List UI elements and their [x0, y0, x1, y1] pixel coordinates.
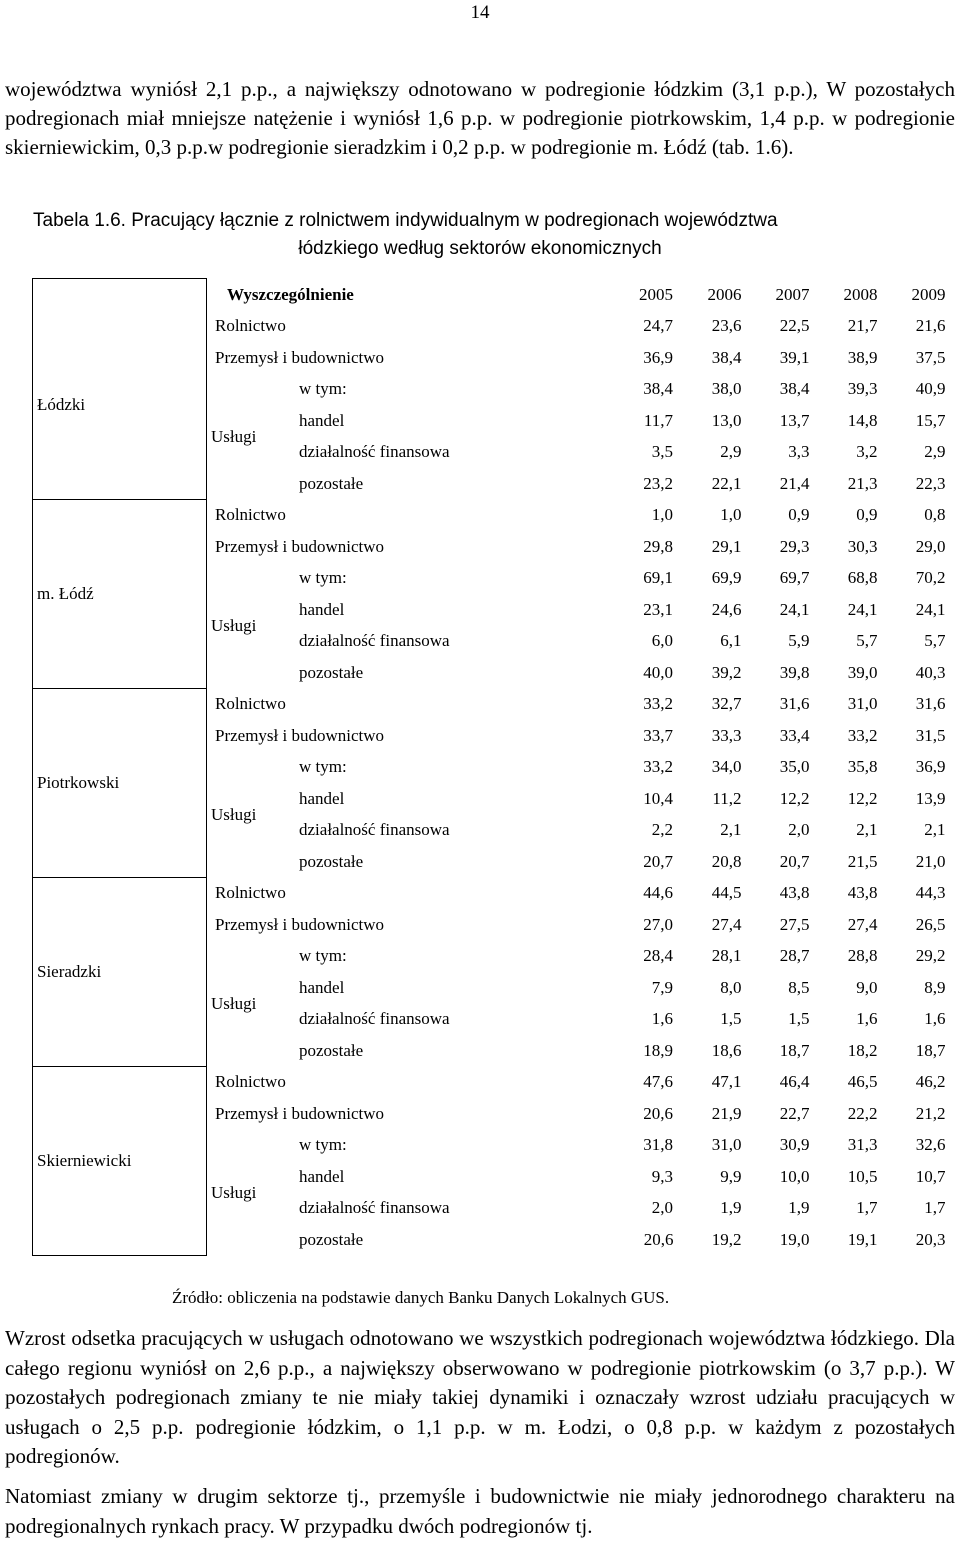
value-cell: 6,0 — [651, 631, 673, 651]
row-sublabel: pozostałe — [299, 473, 364, 493]
value-cell: 37,5 — [915, 347, 946, 367]
value-cell: 33,2 — [847, 725, 878, 745]
value-cell: 47,1 — [711, 1072, 742, 1092]
row-sublabel: działalność finansowa — [299, 1198, 450, 1218]
value-cell: 1,6 — [924, 1009, 946, 1029]
table-row — [33, 311, 952, 343]
value-cell: 39,0 — [847, 662, 878, 682]
value-cell: 31,6 — [915, 694, 946, 714]
value-cell: 1,7 — [924, 1198, 946, 1218]
value-cell: 24,1 — [915, 599, 946, 619]
value-cell: 26,5 — [915, 914, 946, 934]
source-note: Źródło: obliczenia na podstawie danych Banku Danych Lokalnych GUS. — [172, 1288, 670, 1307]
value-cell: 29,2 — [915, 946, 946, 966]
row-sublabel: pozostałe — [299, 1229, 364, 1249]
value-cell: 39,8 — [779, 662, 810, 682]
value-cell: 20,8 — [711, 851, 742, 871]
value-cell: 39,2 — [711, 662, 742, 682]
value-cell: 18,9 — [643, 1040, 673, 1060]
value-cell: 44,3 — [915, 883, 946, 903]
row-label-uslugi: Usługi — [211, 1182, 257, 1202]
value-cell: 21,7 — [847, 316, 878, 336]
value-cell: 30,3 — [847, 536, 878, 556]
row-label-uslugi: Usługi — [211, 804, 257, 824]
row-sublabel: handel — [299, 1166, 345, 1186]
value-cell: 21,4 — [779, 473, 810, 493]
row-sublabel: pozostałe — [299, 1040, 364, 1060]
row-label-uslugi: Usługi — [211, 426, 257, 446]
value-cell: 46,2 — [915, 1072, 946, 1092]
value-cell: 32,7 — [711, 694, 742, 714]
paragraph-services: Wzrost odsetka pracujących w usługach odnotowano we wszystkich podregionach województwa łódzkiego. Dla całego regionu wyniósł on 2,6 p.p., a największy obserwowano w podregionie piotrkowskim (o 3,7 p.p.). W pozostałych podregionach zmiany te nie miały takiej dynamiki i oznaczały wzrost udziału pracujących w usługach o 2,5 p.p. podregionie łódzkim, o 1,1 p.p. w m. Łodzi, o 0,8 p.p. w każdym z pozostałych podregionów. — [5, 1326, 955, 1468]
value-cell: 27,4 — [847, 914, 878, 934]
header-year: 2006 — [707, 284, 742, 304]
row-label-uslugi: Usługi — [211, 615, 257, 635]
value-cell: 29,8 — [643, 536, 673, 556]
row-sublabel: w tym: — [299, 568, 347, 588]
value-cell: 20,3 — [915, 1229, 946, 1249]
value-cell: 30,9 — [779, 1135, 810, 1155]
row-sublabel: pozostałe — [299, 851, 364, 871]
value-cell: 22,7 — [779, 1103, 810, 1123]
value-cell: 6,1 — [720, 631, 742, 651]
value-cell: 18,7 — [915, 1040, 946, 1060]
value-cell: 10,5 — [847, 1166, 878, 1186]
value-cell: 11,2 — [712, 788, 742, 808]
table-header-row — [33, 279, 952, 311]
paragraph-intro: województwa wyniósł 2,1 p.p., a największy odnotowano w podregionie łódzkim (3,1 p.p.), W pozostałych podregionach miał mniejsze natężenie i wyniósł 1,6 p.p. w podregionie piotrkowskim, 1,4 p.p. w podregionie skierniewickim, 0,3 p.p.w podregionie sieradzkim i 0,2 p.p. w podregionie m. Łódź (tab. 1.6). — [5, 77, 955, 159]
header-year: 2008 — [843, 284, 878, 304]
value-cell: 20,7 — [779, 851, 810, 871]
value-cell: 21,9 — [711, 1103, 742, 1123]
value-cell: 1,9 — [720, 1198, 742, 1218]
table-row — [33, 689, 952, 721]
value-cell: 3,5 — [651, 442, 673, 462]
value-cell: 31,0 — [711, 1135, 742, 1155]
value-cell: 46,5 — [847, 1072, 878, 1092]
value-cell: 0,9 — [856, 505, 878, 525]
value-cell: 46,4 — [779, 1072, 810, 1092]
region-name: m. Łódź — [33, 500, 207, 689]
value-cell: 9,9 — [720, 1166, 742, 1186]
row-label: Rolnictwo — [215, 316, 286, 336]
value-cell: 69,1 — [643, 568, 673, 588]
value-cell: 22,5 — [779, 316, 810, 336]
row-label: Rolnictwo — [215, 1072, 286, 1092]
value-cell: 40,0 — [643, 662, 673, 682]
value-cell: 35,0 — [779, 757, 810, 777]
region-name: Skierniewicki — [33, 1067, 207, 1256]
value-cell: 24,6 — [711, 599, 742, 619]
table-caption-continuation: łódzkiego według sektorów ekonomicznych — [298, 238, 662, 259]
value-cell: 22,1 — [711, 473, 742, 493]
value-cell: 21,3 — [847, 473, 878, 493]
value-cell: 38,4 — [779, 379, 810, 399]
value-cell: 47,6 — [643, 1072, 673, 1092]
row-sublabel: działalność finansowa — [299, 820, 450, 840]
employment-table — [32, 278, 952, 1256]
value-cell: 10,0 — [779, 1166, 810, 1186]
value-cell: 28,8 — [847, 946, 878, 966]
value-cell: 24,1 — [847, 599, 878, 619]
row-sublabel: w tym: — [299, 946, 347, 966]
row-sublabel: pozostałe — [299, 662, 364, 682]
value-cell: 1,0 — [720, 505, 742, 525]
row-sublabel: handel — [299, 410, 345, 430]
value-cell: 5,7 — [856, 631, 878, 651]
value-cell: 35,8 — [847, 757, 878, 777]
row-label: Rolnictwo — [215, 694, 286, 714]
value-cell: 18,7 — [779, 1040, 810, 1060]
value-cell: 68,8 — [847, 568, 878, 588]
value-cell: 21,6 — [915, 316, 946, 336]
row-sublabel: w tym: — [299, 757, 347, 777]
value-cell: 5,9 — [788, 631, 810, 651]
value-cell: 2,9 — [924, 442, 946, 462]
row-label: Przemysł i budownictwo — [215, 536, 385, 556]
region-name: Piotrkowski — [33, 689, 207, 878]
table-row — [33, 878, 952, 910]
value-cell: 38,9 — [847, 347, 878, 367]
value-cell: 8,5 — [788, 977, 810, 997]
row-sublabel: handel — [299, 977, 345, 997]
value-cell: 8,9 — [924, 977, 946, 997]
row-sublabel: w tym: — [299, 379, 347, 399]
value-cell: 19,1 — [847, 1229, 878, 1249]
value-cell: 21,0 — [915, 851, 946, 871]
value-cell: 31,0 — [847, 694, 878, 714]
table-row — [33, 500, 952, 532]
value-cell: 5,7 — [924, 631, 946, 651]
value-cell: 24,7 — [643, 316, 673, 336]
value-cell: 28,1 — [711, 946, 742, 966]
value-cell: 40,9 — [915, 379, 946, 399]
value-cell: 13,0 — [711, 410, 742, 430]
value-cell: 38,4 — [643, 379, 673, 399]
value-cell: 2,9 — [720, 442, 742, 462]
value-cell: 38,0 — [711, 379, 742, 399]
header-year: 2009 — [911, 284, 946, 304]
value-cell: 1,5 — [720, 1009, 742, 1029]
value-cell: 69,9 — [711, 568, 742, 588]
value-cell: 29,1 — [711, 536, 742, 556]
value-cell: 7,9 — [651, 977, 673, 997]
region-name: Sieradzki — [33, 878, 207, 1067]
value-cell: 33,7 — [643, 725, 673, 745]
value-cell: 24,1 — [779, 599, 810, 619]
value-cell: 3,2 — [856, 442, 878, 462]
value-cell: 3,3 — [788, 442, 810, 462]
value-cell: 27,0 — [643, 914, 673, 934]
row-label: Rolnictwo — [215, 883, 286, 903]
value-cell: 1,9 — [788, 1198, 810, 1218]
value-cell: 23,6 — [711, 316, 742, 336]
row-label: Przemysł i budownictwo — [215, 1103, 385, 1123]
value-cell: 32,6 — [915, 1135, 946, 1155]
value-cell: 44,5 — [711, 883, 742, 903]
value-cell: 31,8 — [643, 1135, 673, 1155]
value-cell: 44,6 — [643, 883, 673, 903]
value-cell: 18,6 — [711, 1040, 742, 1060]
table-caption: Tabela 1.6. Pracujący łącznie z rolnictwem indywidualnym w podregionach województwa — [33, 210, 778, 231]
value-cell: 18,2 — [847, 1040, 878, 1060]
value-cell: 69,7 — [779, 568, 810, 588]
value-cell: 23,1 — [643, 599, 673, 619]
row-sublabel: działalność finansowa — [299, 631, 450, 651]
header-region-cell — [33, 279, 207, 311]
value-cell: 36,9 — [915, 757, 946, 777]
value-cell: 27,4 — [711, 914, 742, 934]
value-cell: 2,0 — [788, 820, 810, 840]
value-cell: 1,6 — [651, 1009, 673, 1029]
value-cell: 19,2 — [711, 1229, 742, 1249]
value-cell: 33,4 — [779, 725, 810, 745]
table-row — [33, 1067, 952, 1099]
value-cell: 10,4 — [643, 788, 673, 808]
value-cell: 22,3 — [915, 473, 946, 493]
value-cell: 9,3 — [651, 1166, 673, 1186]
row-label: Rolnictwo — [215, 505, 286, 525]
value-cell: 40,3 — [915, 662, 946, 682]
value-cell: 70,2 — [915, 568, 946, 588]
value-cell: 2,1 — [856, 820, 878, 840]
row-label: Przemysł i budownictwo — [215, 347, 385, 367]
value-cell: 29,0 — [915, 536, 946, 556]
value-cell: 2,2 — [651, 820, 673, 840]
value-cell: 0,9 — [788, 505, 810, 525]
value-cell: 2,1 — [924, 820, 946, 840]
value-cell: 8,0 — [720, 977, 742, 997]
value-cell: 2,0 — [651, 1198, 673, 1218]
value-cell: 20,6 — [643, 1229, 674, 1249]
value-cell: 29,3 — [779, 536, 810, 556]
value-cell: 13,7 — [779, 410, 810, 430]
header-year: 2007 — [775, 284, 810, 304]
value-cell: 14,8 — [847, 410, 878, 430]
value-cell: 1,7 — [856, 1198, 878, 1218]
region-name: Łódzki — [33, 311, 207, 500]
value-cell: 13,9 — [915, 788, 946, 808]
value-cell: 31,6 — [779, 694, 810, 714]
header-year: 2005 — [639, 284, 673, 304]
value-cell: 0,8 — [924, 505, 946, 525]
value-cell: 11,7 — [643, 410, 673, 430]
page-number: 14 — [470, 2, 490, 23]
value-cell: 1,6 — [856, 1009, 878, 1029]
value-cell: 43,8 — [847, 883, 878, 903]
value-cell: 20,6 — [643, 1103, 673, 1123]
value-cell: 2,1 — [720, 820, 742, 840]
value-cell: 28,7 — [779, 946, 810, 966]
value-cell: 33,3 — [711, 725, 742, 745]
value-cell: 36,9 — [643, 347, 673, 367]
value-cell: 38,4 — [711, 347, 742, 367]
row-label-uslugi: Usługi — [211, 993, 257, 1013]
value-cell: 15,7 — [915, 410, 946, 430]
value-cell: 9,0 — [856, 977, 878, 997]
row-sublabel: handel — [299, 788, 345, 808]
value-cell: 39,1 — [779, 347, 810, 367]
value-cell: 39,3 — [847, 379, 878, 399]
row-sublabel: działalność finansowa — [299, 442, 450, 462]
value-cell: 22,2 — [847, 1103, 878, 1123]
row-sublabel: działalność finansowa — [299, 1009, 450, 1029]
header-label: Wyszczególnienie — [227, 284, 354, 304]
value-cell: 34,0 — [711, 757, 742, 777]
value-cell: 1,0 — [651, 505, 673, 525]
value-cell: 21,2 — [915, 1103, 946, 1123]
value-cell: 12,2 — [779, 788, 810, 808]
value-cell: 21,5 — [847, 851, 878, 871]
value-cell: 31,5 — [915, 725, 946, 745]
value-cell: 27,5 — [779, 914, 810, 934]
value-cell: 12,2 — [847, 788, 878, 808]
value-cell: 28,4 — [643, 946, 673, 966]
value-cell: 1,5 — [788, 1009, 810, 1029]
value-cell: 33,2 — [643, 757, 673, 777]
value-cell: 33,2 — [643, 694, 673, 714]
value-cell: 23,2 — [643, 473, 673, 493]
value-cell: 43,8 — [779, 883, 810, 903]
row-sublabel: w tym: — [299, 1135, 347, 1155]
row-label: Przemysł i budownictwo — [215, 725, 385, 745]
paragraph-industry: Natomiast zmiany w drugim sektorze tj., przemyśle i budownictwie nie miały jednorodnego charakteru na podregionalnych rynkach pracy. W przypadku dwóch podregionów tj. — [5, 1484, 955, 1538]
value-cell: 19,0 — [779, 1229, 810, 1249]
row-sublabel: handel — [299, 599, 345, 619]
value-cell: 10,7 — [915, 1166, 946, 1186]
value-cell: 31,3 — [847, 1135, 878, 1155]
value-cell: 20,7 — [643, 851, 673, 871]
row-label: Przemysł i budownictwo — [215, 914, 385, 934]
